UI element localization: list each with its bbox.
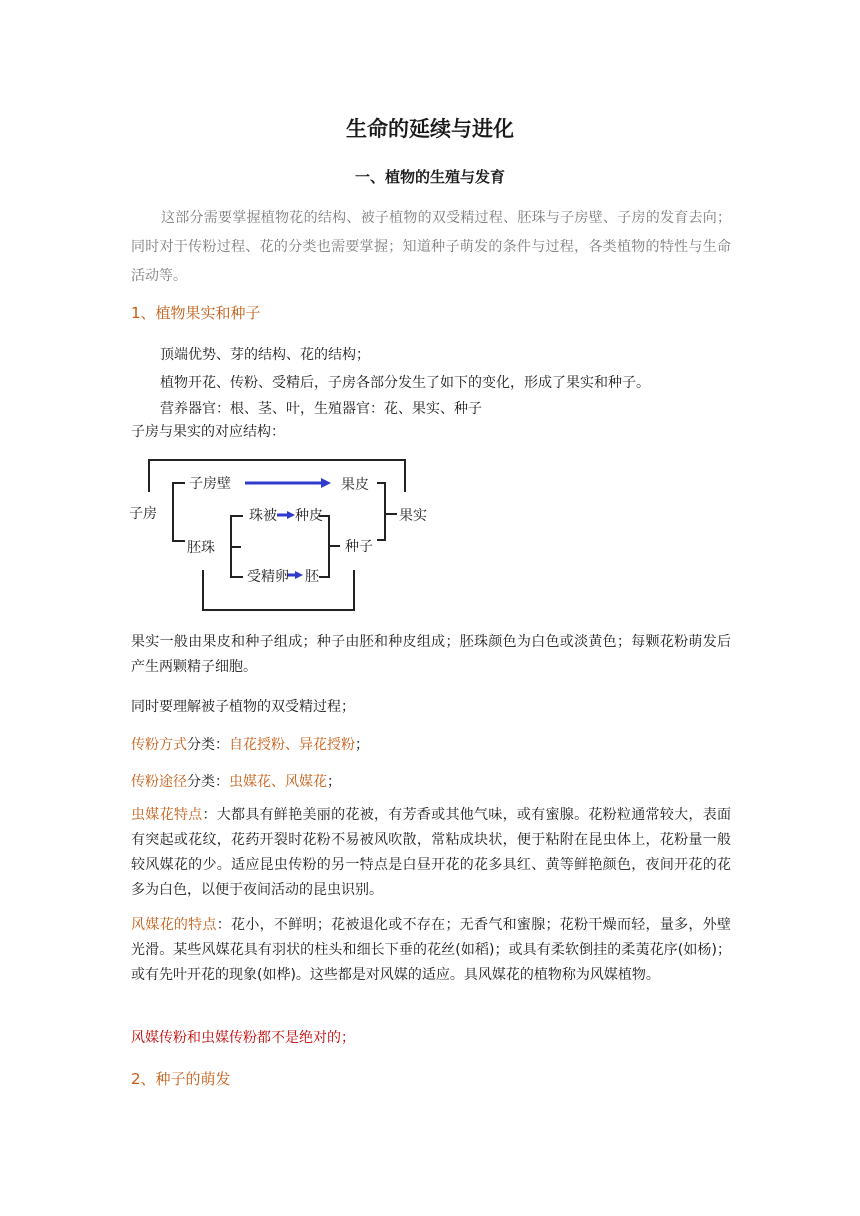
wind-pollinated-label: 风媒花的特点 [131, 917, 217, 933]
pollination-mode-label: 传粉方式 [131, 737, 187, 753]
arrow-head-icon [321, 478, 331, 488]
arrow-head-icon [295, 571, 303, 579]
label-pericarp: 果皮 [341, 477, 369, 493]
intro-paragraph: 这部分需要掌握植物花的结构、被子植物的双受精过程、胚珠与子房壁、子房的发育去向；同时对于传粉过程、花的分类也需要掌握；知道种子萌发的条件与过程，各类植物的特性与生命活动等。 [131, 210, 731, 284]
pollination-path-label: 传粉途径 [131, 774, 187, 790]
label-embryo: 胚 [305, 569, 319, 585]
page-title: 生命的延续与进化 [346, 117, 514, 141]
label-fertilized-egg: 受精卵 [247, 569, 289, 585]
pollination-path-line: 传粉途径分类：虫媒花、风媒花； [131, 774, 341, 790]
double-fertilization-note: 同时要理解被子植物的双受精过程； [131, 699, 355, 715]
section2-heading: 2、种子的萌发 [131, 1070, 231, 1088]
label-seed-coat: 种皮 [295, 508, 323, 524]
seed-bracket [319, 516, 329, 577]
section1-line1: 顶端优势、芽的结构、花的结构； [160, 347, 370, 363]
insect-pollinated-label: 虫媒花特点 [131, 807, 203, 823]
arrow-head-icon [287, 511, 295, 519]
label-seed: 种子 [345, 539, 373, 555]
ovary-bracket [173, 483, 185, 541]
pollination-path-values: 虫媒花、风媒花 [229, 774, 327, 790]
ovary-fruit-diagram [127, 452, 437, 618]
section1-line2: 植物开花、传粉、受精后，子房各部分发生了如下的变化，形成了果实和种子。 [160, 375, 650, 391]
arrows [245, 478, 331, 579]
section1-heading: 1、植物果实和种子 [131, 304, 261, 322]
label-integument: 珠被 [249, 508, 277, 524]
insect-pollinated-paragraph: 虫媒花特点：大都具有鲜艳美丽的花被，有芳香或其他气味，或有蜜腺。花粉粒通常较大，表面有突起或花纹，花药开裂时花粉不易被风吹散，常粘成块状，便于粘附在昆虫体上，花粉量一般较风媒花的少。适应昆虫传粉的另一特点是白昼开花的花多具红、黄等鲜艳颜色，夜间开花的花多为白色，以便于夜间活动的昆虫识别。 [131, 807, 732, 898]
section1-line3: 营养器官：根、茎、叶，生殖器官：花、果实、种子 [160, 401, 482, 417]
pollination-mode-values: 自花授粉、异花授粉 [229, 737, 355, 753]
pollination-mode-line: 传粉方式分类：自花授粉、异花授粉； [131, 737, 369, 753]
label-ovary-wall: 子房壁 [189, 476, 231, 492]
not-absolute-note: 风媒传粉和虫媒传粉都不是绝对的； [131, 1030, 355, 1046]
wind-pollinated-paragraph: 风媒花的特点：花小，不鲜明；花被退化或不存在；无香气和蜜腺；花粉干燥而轻，量多，外壁光滑。某些风媒花具有羽状的柱头和细长下垂的花丝(如稻)；或具有柔软倒挂的柔荑花序(如杨)；或有先叶开花的现象(如桦)。这些都是对风媒的适应。具风媒花的植物称为风媒植物。 [131, 917, 732, 983]
fruit-description: 果实一般由果皮和种子组成；种子由胚和种皮组成；胚珠颜色为白色或淡黄色；每颗花粉萌发后产生两颗精子细胞。 [131, 634, 731, 675]
label-ovary: 子房 [129, 506, 157, 522]
label-fruit: 果实 [399, 508, 427, 524]
label-ovule: 胚珠 [187, 540, 215, 556]
section-title: 一、植物的生殖与发育 [354, 168, 505, 186]
fruit-bracket [377, 483, 385, 540]
section1-line4: 子房与果实的对应结构： [131, 424, 285, 440]
